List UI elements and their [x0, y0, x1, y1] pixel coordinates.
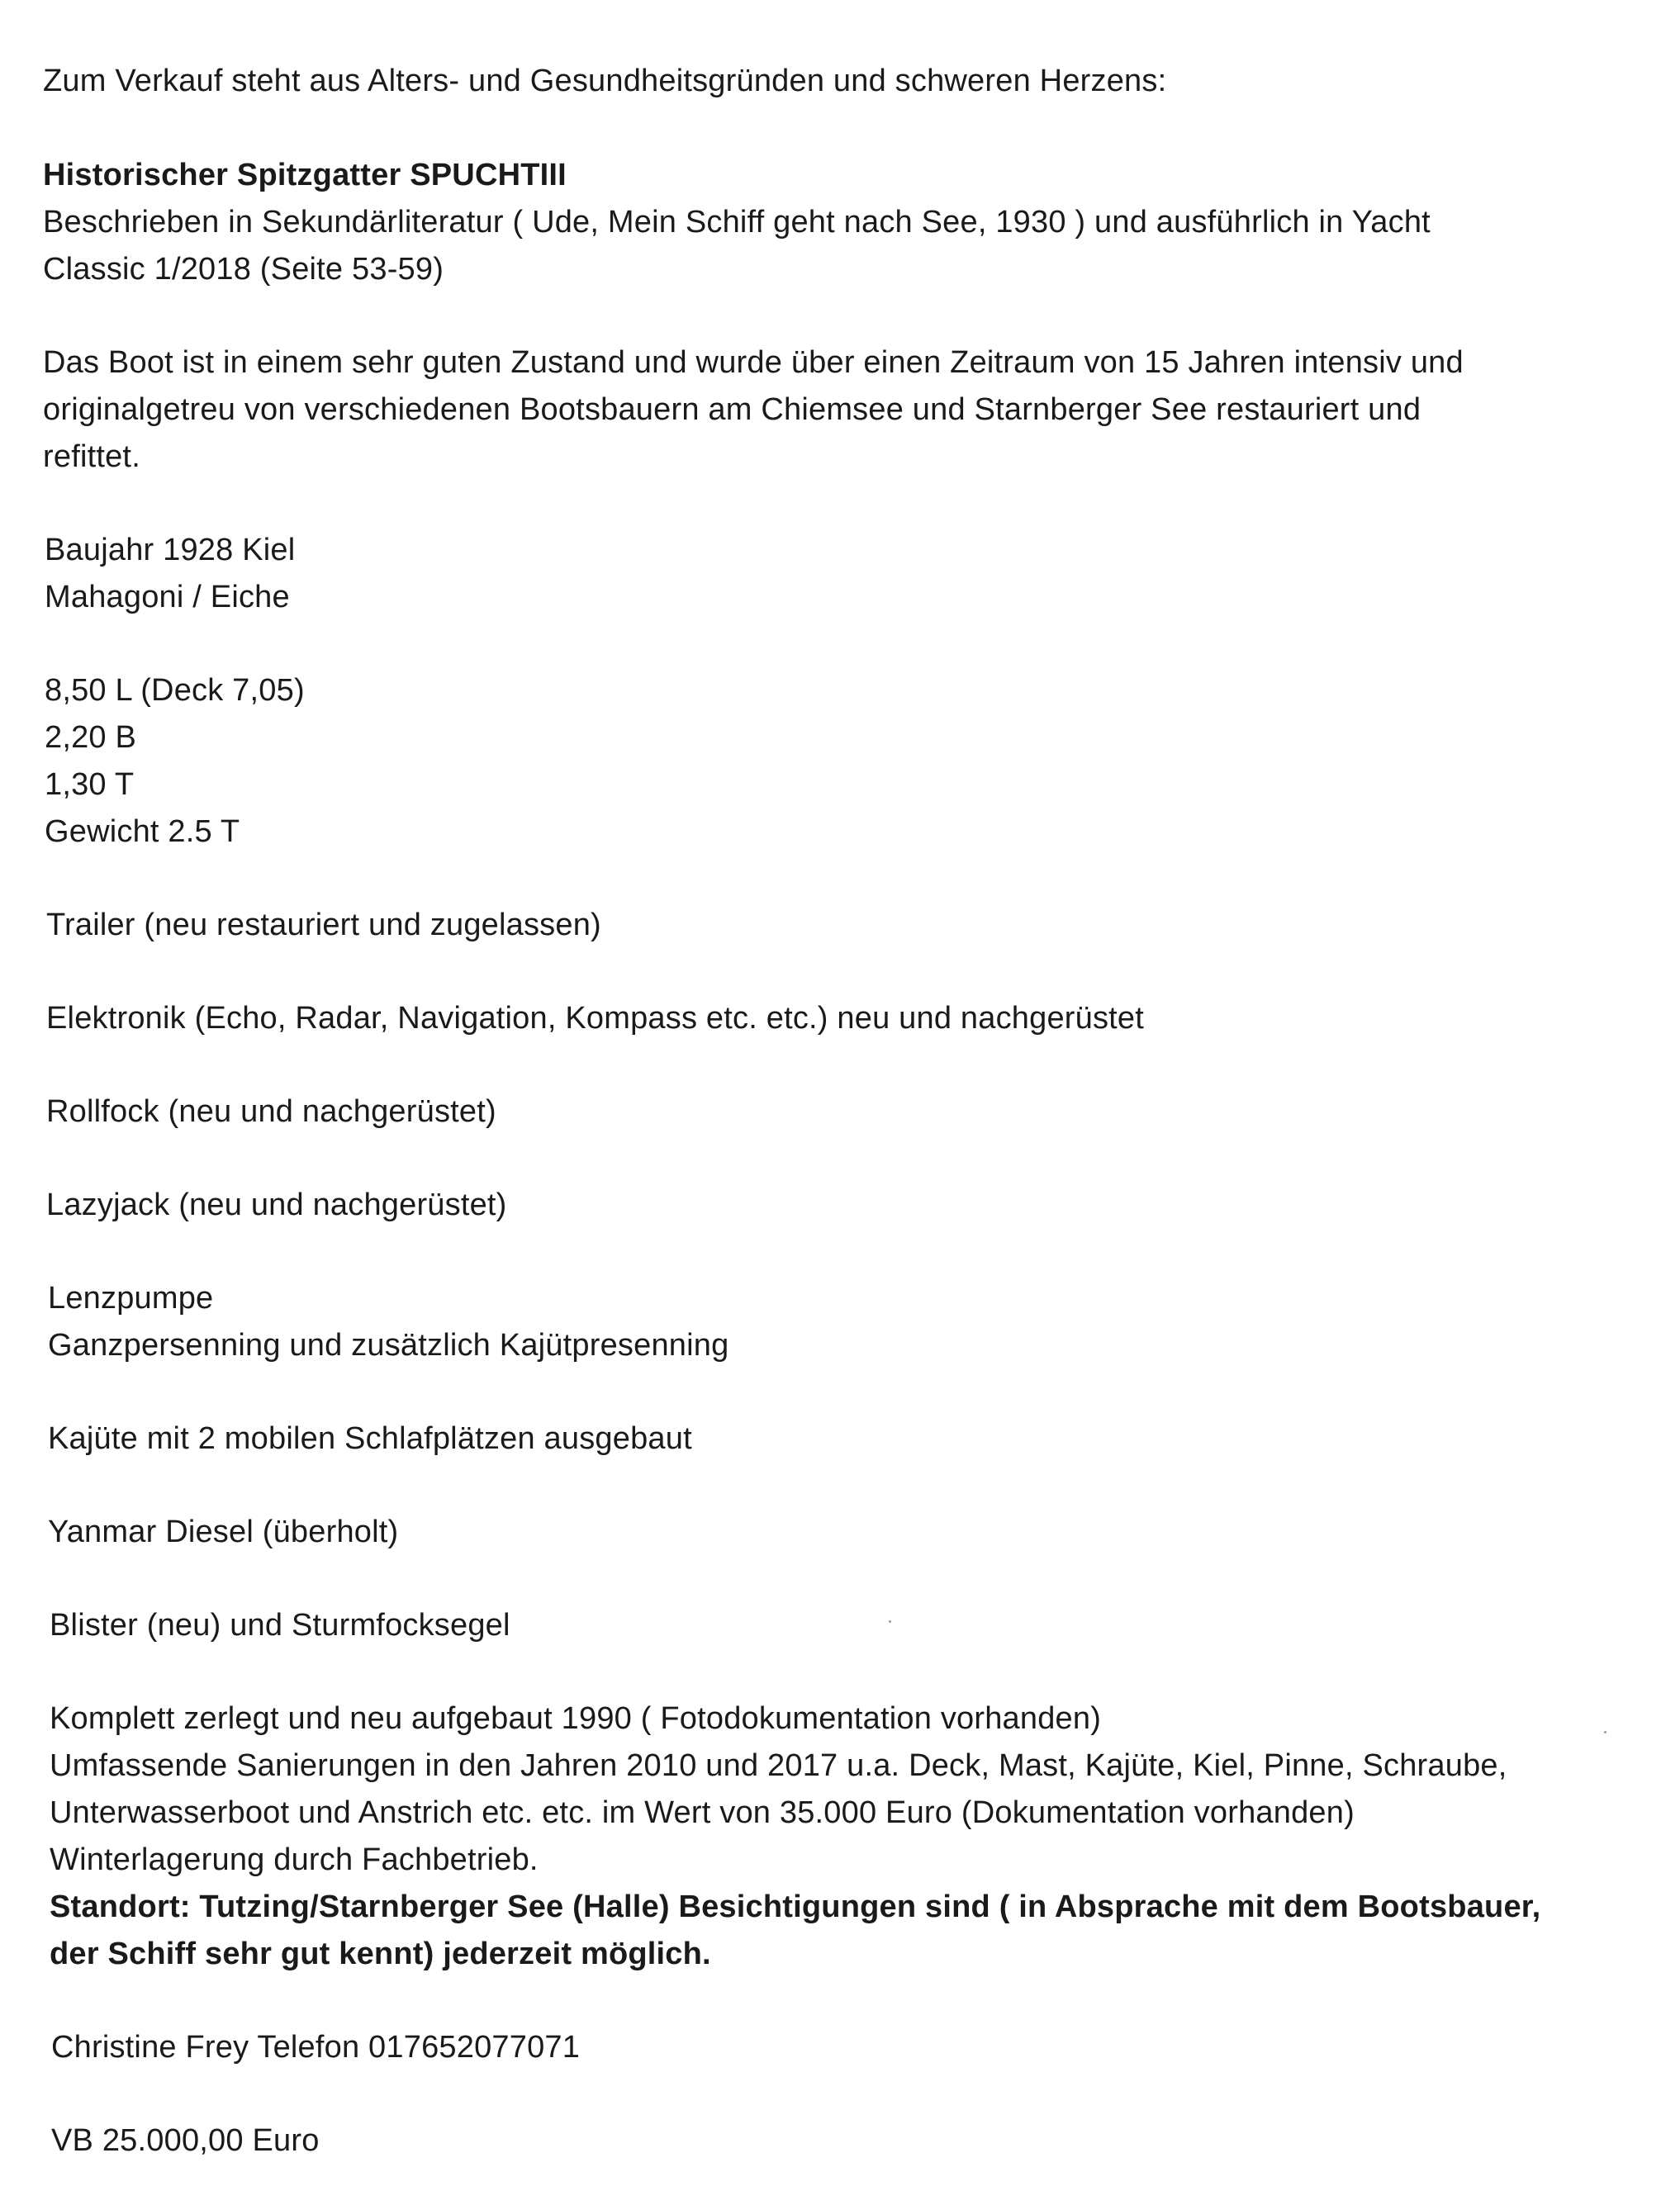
- scan-speck: [1604, 1731, 1606, 1733]
- sails-line: Blister (neu) und Sturmfocksegel: [50, 1608, 510, 1643]
- condition-line-1: Das Boot ist in einem sehr guten Zustand und wurde über einen Zeitraum von 15 Jahren intensiv und: [43, 345, 1464, 380]
- history-line-3: Unterwasserboot und Anstrich etc. etc. im Wert von 35.000 Euro (Dokumentation vorhanden): [50, 1795, 1355, 1830]
- bilge-pump-line: Lenzpumpe: [48, 1281, 214, 1316]
- contact-line: Christine Frey Telefon 017652077071: [51, 2030, 581, 2065]
- rollfock-line: Rollfock (neu und nachgerüstet): [46, 1094, 496, 1129]
- condition-line-2: originalgetreu von verschiedenen Bootsbauern am Chiemsee und Starnberger See restauriert und: [43, 392, 1421, 427]
- engine-line: Yanmar Diesel (überholt): [48, 1515, 399, 1549]
- cabin-line: Kajüte mit 2 mobilen Schlafplätzen ausgebaut: [48, 1421, 692, 1456]
- literature-line-1: Beschrieben in Sekundärliteratur ( Ude, Mein Schiff geht nach See, 1930 ) und ausführlich in Yacht: [43, 205, 1431, 239]
- lazyjack-line: Lazyjack (neu und nachgerüstet): [46, 1188, 507, 1222]
- trailer-line: Trailer (neu restauriert und zugelassen): [46, 908, 601, 942]
- length-line: 8,50 L (Deck 7,05): [45, 673, 305, 708]
- covers-line: Ganzpersenning und zusätzlich Kajütpresenning: [48, 1328, 729, 1363]
- intro-line: Zum Verkauf steht aus Alters- und Gesundheitsgründen und schweren Herzens:: [43, 64, 1167, 98]
- beam-line: 2,20 B: [45, 720, 137, 755]
- material-line: Mahagoni / Eiche: [45, 580, 290, 614]
- electronics-line: Elektronik (Echo, Radar, Navigation, Kompass etc. etc.) neu und nachgerüstet: [46, 1001, 1145, 1036]
- price-line: VB 25.000,00 Euro: [51, 2123, 320, 2158]
- location-line-1: Standort: Tutzing/Starnberger See (Halle) Besichtigungen sind ( in Absprache mit dem Bootsbauer,: [50, 1890, 1541, 1924]
- history-line-4: Winterlagerung durch Fachbetrieb.: [50, 1842, 539, 1877]
- history-line-1: Komplett zerlegt und neu aufgebaut 1990 ( Fotodokumentation vorhanden): [50, 1701, 1102, 1736]
- build-year-line: Baujahr 1928 Kiel: [45, 533, 296, 567]
- literature-line-2: Classic 1/2018 (Seite 53-59): [43, 252, 444, 287]
- condition-line-3: refittet.: [43, 439, 140, 474]
- history-line-2: Umfassende Sanierungen in den Jahren 2010 und 2017 u.a. Deck, Mast, Kajüte, Kiel, Pinne, Schraube,: [50, 1748, 1507, 1783]
- boat-heading: Historischer Spitzgatter SPUCHTIII: [43, 158, 567, 192]
- scan-speck: [889, 1620, 891, 1623]
- weight-line: Gewicht 2.5 T: [45, 814, 240, 849]
- draft-line: 1,30 T: [45, 767, 135, 802]
- location-line-2: der Schiff sehr gut kennt) jederzeit möglich.: [50, 1937, 711, 1971]
